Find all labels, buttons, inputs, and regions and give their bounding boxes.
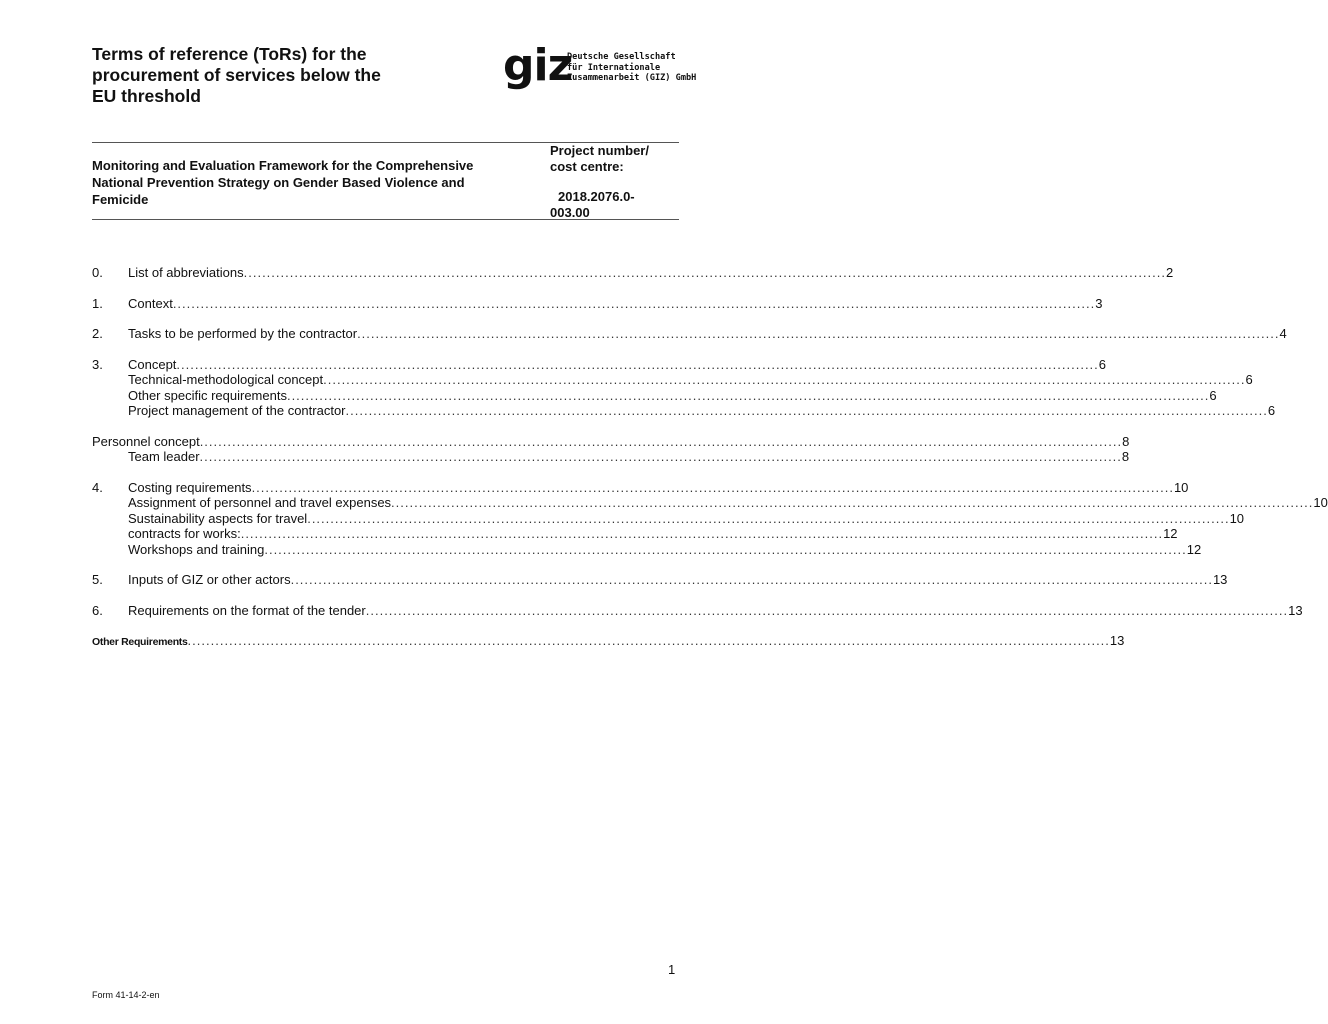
toc-dot-leader: ........................................................................................................................................................................................................ (251, 479, 1174, 495)
toc-entry-page: 13 (1212, 572, 1228, 587)
title-line: procurement of services below the (92, 65, 381, 85)
toc-entry-page: 12 (1163, 526, 1178, 541)
toc-entry[interactable] (92, 387, 1217, 404)
toc-dot-leader: ........................................................................................................................................................................................................ (187, 633, 1110, 648)
toc-entry-page: 12 (1186, 541, 1202, 557)
toc-entry-page: 13 (1109, 633, 1125, 648)
project-description-line: National Prevention Strategy on Gender Based Violence and (92, 175, 465, 190)
toc-entry[interactable] (92, 633, 1125, 649)
toc-entry-number: 4. (92, 479, 103, 495)
toc-dot-leader: ........................................................................................................................................................................................................ (199, 449, 1122, 464)
toc-entry-page: 6 (1209, 387, 1217, 403)
toc-dot-leader: ........................................................................................................................................................................................................ (199, 433, 1123, 449)
project-description-line: Monitoring and Evaluation Framework for the Comprehensive (92, 158, 474, 173)
toc-entry-page: 2 (1166, 265, 1174, 280)
toc-entry[interactable] (92, 479, 1189, 496)
toc-entry[interactable] (92, 295, 1103, 312)
toc-entry-label: Concept (128, 356, 177, 372)
toc-dot-leader: ........................................................................................................................................................................................................ (323, 372, 1246, 387)
toc-entry-page: 3 (1095, 295, 1103, 311)
toc-entry-page: 13 (1288, 602, 1303, 618)
toc-entry[interactable] (92, 541, 1202, 558)
toc-entry[interactable] (92, 326, 1287, 342)
toc-entry[interactable] (92, 602, 1303, 619)
divider-bottom (92, 219, 679, 220)
toc-entry-number: 1. (92, 295, 103, 311)
toc-entry-label: Requirements on the format of the tender (128, 602, 366, 618)
project-description (92, 157, 512, 208)
toc-entry-number: 5. (92, 572, 103, 587)
toc-entry[interactable] (92, 495, 1328, 511)
toc-dot-leader: ........................................................................................................................................................................................................ (240, 526, 1164, 541)
toc-dot-leader: ........................................................................................................................................................................................................ (391, 495, 1314, 510)
toc-entry-label: Tasks to be performed by the contractor (128, 326, 358, 341)
toc-entry[interactable] (92, 449, 1130, 465)
toc-dot-leader: ........................................................................................................................................................................................................ (172, 295, 1096, 311)
toc-dot-leader: ........................................................................................................................................................................................................ (365, 602, 1289, 618)
toc-entry-number: 6. (92, 602, 103, 618)
toc-entry-number: 0. (92, 265, 103, 280)
toc-entry-label: Workshops and training (128, 541, 265, 557)
logo-text (567, 52, 696, 84)
toc-dot-leader: ........................................................................................................................................................................................................ (176, 356, 1099, 372)
toc-dot-leader: ........................................................................................................................................................................................................ (286, 387, 1210, 403)
toc-entry[interactable] (92, 265, 1174, 281)
toc-dot-leader: ........................................................................................................................................................................................................ (290, 572, 1213, 587)
toc-dot-leader: ........................................................................................................................................................................................................ (345, 403, 1268, 418)
toc-entry-label: Context (128, 295, 173, 311)
toc-entry-number: 3. (92, 356, 103, 372)
toc-entry-label: Technical-methodological concept (128, 372, 324, 387)
toc-entry-label: Sustainability aspects for travel (128, 510, 308, 526)
toc-entry-label: Personnel concept (92, 433, 200, 449)
toc-entry-label: Other Requirements (92, 636, 188, 648)
logo-text-line: für Internationale (567, 62, 661, 73)
giz-logo (503, 40, 703, 92)
toc-entry-label: Assignment of personnel and travel expenses (128, 495, 392, 510)
toc-entry-label: Inputs of GIZ or other actors (128, 572, 291, 587)
project-number-block (550, 143, 678, 221)
toc-entry-number: 2. (92, 326, 103, 341)
cost-centre-label: cost centre: (550, 159, 624, 174)
toc-entry-page: 4 (1279, 326, 1287, 341)
toc-entry[interactable] (92, 510, 1245, 527)
document-title (92, 44, 472, 107)
toc-entry-label: Project management of the contractor (128, 403, 346, 418)
toc-entry-page: 8 (1121, 449, 1130, 464)
toc-dot-leader: ........................................................................................................................................................................................................ (357, 326, 1280, 341)
toc-entry-page: 8 (1122, 433, 1130, 449)
toc-entry-label: Costing requirements (128, 479, 252, 495)
toc-entry[interactable] (92, 356, 1107, 373)
project-description-line: Femicide (92, 192, 149, 207)
toc-entry-page: 6 (1098, 356, 1107, 372)
toc-dot-leader: ........................................................................................................................................................................................................ (307, 510, 1230, 526)
logo-text-line: Zusammenarbeit (GIZ) GmbH (567, 73, 697, 83)
toc-entry-label: contracts for works: (128, 526, 241, 541)
logo-mark: giz (503, 40, 573, 91)
toc-entry[interactable] (92, 433, 1130, 450)
toc-dot-leader: ........................................................................................................................................................................................................ (243, 265, 1166, 280)
toc-entry-label: List of abbreviations (128, 265, 244, 280)
toc-entry-page: 10 (1229, 510, 1245, 526)
toc-entry-label: Other specific requirements (128, 387, 287, 403)
toc-entry[interactable] (92, 572, 1228, 588)
project-number-value: 2018.2076.0- (558, 189, 635, 204)
project-number-label: Project number/ (550, 143, 649, 158)
logo-text-line: Deutsche Gesellschaft (567, 52, 676, 62)
page-number: 1 (668, 962, 676, 977)
toc-entry-page: 6 (1267, 403, 1276, 418)
title-line: Terms of reference (ToRs) for the (92, 44, 367, 64)
title-line: EU threshold (92, 86, 201, 106)
form-number: Form 41-14-2-en (92, 990, 160, 1000)
toc-entry[interactable] (92, 526, 1178, 542)
toc-entry-page: 6 (1245, 372, 1253, 387)
toc-entry[interactable] (92, 403, 1276, 419)
project-number-value-cont: 003.00 (550, 205, 590, 220)
toc-dot-leader: ........................................................................................................................................................................................................ (264, 541, 1187, 557)
toc-entry-page: 10 (1173, 479, 1189, 495)
table-of-contents (92, 265, 1328, 649)
toc-entry-page: 10 (1313, 495, 1328, 510)
toc-entry-label: Team leader (128, 449, 200, 464)
toc-entry[interactable] (92, 372, 1253, 388)
